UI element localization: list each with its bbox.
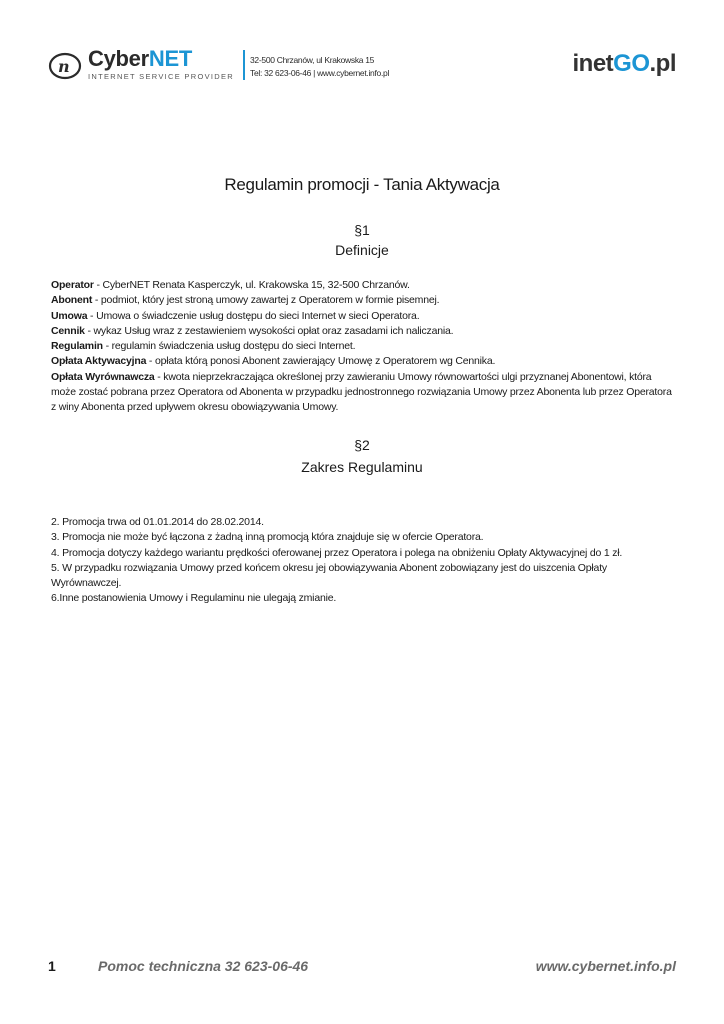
header-contact [250,54,389,80]
definition-text: - kwota nieprzekraczająca określonej przy zawieraniu Umowy równowartości ulgi przyznanej Abonentowi, która może zostać pobrana przez Operatora od Abonenta w przypadku jednostronnego rozwiązania Umowy przez Abonenta lub przez Operatora z winy Abonenta przed upływem okresu obowiązywania Umowy. [51,370,672,414]
support-phone: Pomoc techniczna 32 623-06-46 [98,958,309,974]
address-line: 32-500 Chrzanów, ul Krakowska 15 [250,55,375,65]
definition-item [51,370,677,416]
rule-item: 4. Promocja dotyczy każdego wariantu prędkości oferowanej przez Operatora i polega na obniżeniu Opłaty Aktywacyjnej do 1 zł. [51,546,623,559]
definition-item [51,339,677,354]
rules-list [51,515,677,607]
logo-name [88,48,234,70]
logo-name-cyber: Cyber [88,46,149,71]
definition-text: - wykaz Usług wraz z zestawieniem wysokości opłat oraz zasadami ich naliczania. [84,324,454,337]
brand-pl: .pl [649,50,676,77]
section1-name: Definicje [335,242,389,258]
definition-term: Opłata Aktywacyjna [51,355,147,368]
brand-go: GO [613,50,650,77]
logo-text [88,48,234,81]
page-number: 1 [48,958,56,974]
definition-text: - opłata którą ponosi Abonent zawierający Umowę z Operatorem wg Cennika. [146,355,496,368]
header-divider [243,50,245,80]
logo-tagline: INTERNET SERVICE PROVIDER [88,72,234,81]
definition-item [51,354,677,369]
phone-line: Tel: 32 623-06-46 | www.cybernet.info.pl [250,68,390,78]
page-footer [48,958,676,978]
definitions-list [51,278,677,416]
definition-text: - podmiot, który jest stroną umowy zawartej z Operatorem w formie pisemnej. [92,294,440,307]
section2-name: Zakres Regulaminu [301,459,423,475]
definition-term: Umowa [51,309,88,322]
definition-term: Regulamin [51,340,103,353]
definition-item [51,293,677,308]
definition-item [51,278,677,293]
section2-number: §2 [354,437,370,453]
rule-item: 6.Inne postanowienia Umowy i Regulaminu nie ulegają zmianie. [51,592,337,605]
definition-term: Cennik [51,324,85,337]
definition-item [51,309,677,324]
definition-item [51,324,677,339]
definition-term: Opłata Wyrównawcza [51,370,155,383]
section1-number: §1 [354,222,370,238]
rule-item: 2. Promocja trwa od 01.01.2014 do 28.02.2014. [51,516,264,528]
definition-term: Operator [51,279,94,291]
definition-text: - CyberNET Renata Kasperczyk, ul. Krakowska 15, 32-500 Chrzanów. [93,279,410,291]
definition-text: - regulamin świadczenia usług dostępu do sieci Internet. [102,340,356,353]
definition-text: - Umowa o świadczenie usług dostępu do sieci Internet w sieci Operatora. [87,309,420,322]
page-header [48,48,676,84]
document-title: Regulamin promocji - Tania Aktywacja [224,175,500,194]
brand-inet: inet [572,50,614,77]
logo-name-net: NET [148,46,192,71]
rule-item: 3. Promocja nie może być łączona z żadną inną promocją która znajduje się w ofercie Operatora. [51,531,484,544]
svg-text:n: n [58,57,70,76]
definition-term: Abonent [51,294,93,307]
rule-item: 5. W przypadku rozwiązania Umowy przed końcem okresu jej obowiązywania Abonent zobowiązany jest do uiszcenia Opłaty Wyrównawczej. [51,561,607,590]
inetgo-logo [572,50,676,78]
cybernet-logo-icon [48,52,82,80]
website-link[interactable]: www.cybernet.info.pl [535,958,676,974]
